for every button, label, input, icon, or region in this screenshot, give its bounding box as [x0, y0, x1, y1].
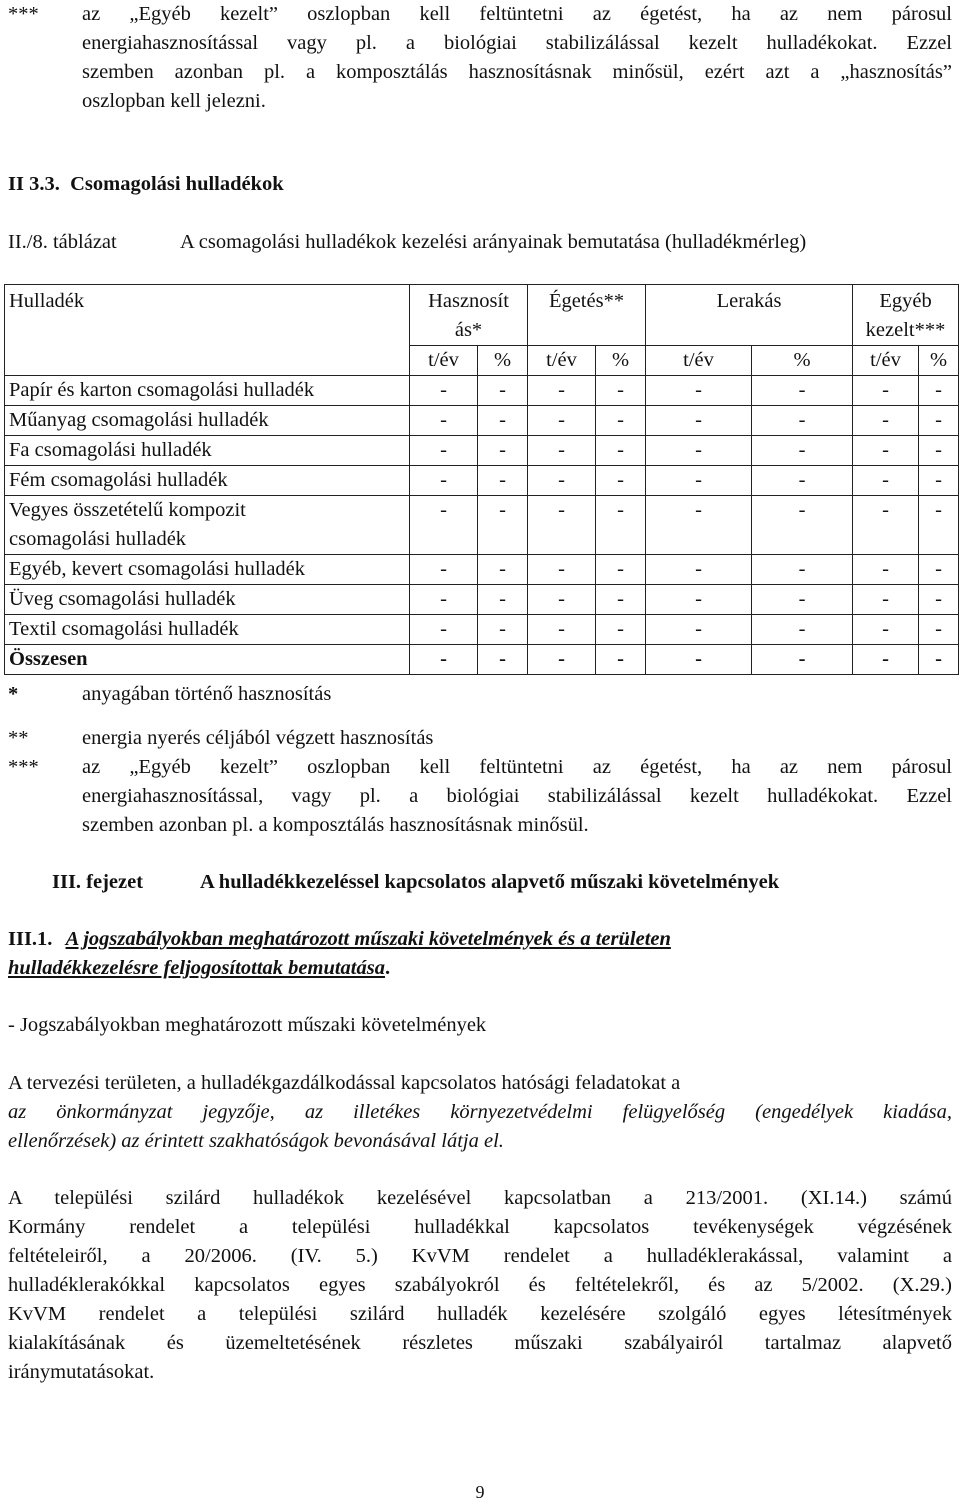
cell: -	[596, 615, 646, 645]
paragraph-italic-line: ellenőrzések) az érintett szakhatóságok bevonásával látja el.	[8, 1130, 504, 1152]
cell: -	[410, 496, 478, 555]
table-row	[5, 466, 959, 496]
cell: -	[853, 555, 919, 585]
cell: -	[410, 406, 478, 436]
table-row	[5, 376, 959, 406]
header-other-l2: kezelt***	[865, 319, 946, 341]
cell: -	[752, 466, 853, 496]
footnote-mark: **	[8, 727, 29, 749]
paragraph-line: kialakításának és üzemeltetésének részletes műszaki szabályairól tartalmaz alapvető	[8, 1332, 952, 1354]
header-recovery-l2: ás*	[454, 319, 483, 341]
row-name-l2: csomagolási hulladék	[9, 528, 187, 550]
table-total-row	[5, 645, 959, 675]
row-name: Műanyag csomagolási hulladék	[5, 406, 410, 436]
cell: -	[528, 615, 596, 645]
table-row	[5, 555, 959, 585]
cell: -	[410, 376, 478, 406]
cell: -	[596, 406, 646, 436]
cell: -	[478, 466, 528, 496]
paragraph-line: Kormány rendelet a települési hulladékkal kapcsolatos tevékenységek végzésének	[8, 1216, 952, 1238]
cell: -	[752, 496, 853, 555]
top-note	[82, 0, 952, 116]
page-number: 9	[475, 1482, 485, 1502]
table-row	[5, 585, 959, 615]
cell: -	[528, 406, 596, 436]
cell: -	[596, 466, 646, 496]
unit-cell: t/év	[853, 346, 919, 376]
table-caption-title: A csomagolási hulladékok kezelési arányainak bemutatása (hulladékmérleg)	[180, 231, 807, 253]
cell: -	[853, 406, 919, 436]
cell: -	[853, 585, 919, 615]
dash-line: - Jogszabályokban meghatározott műszaki követelmények	[8, 1014, 487, 1036]
cell: -	[528, 436, 596, 466]
paragraph-italic-line: az önkormányzat jegyzője, az illetékes környezetvédelmi felügyelőség (engedélyek kiadása,	[8, 1101, 952, 1123]
total-label: Összesen	[5, 645, 410, 675]
cell: -	[919, 406, 959, 436]
total-cell: -	[752, 645, 853, 675]
paragraph-line: feltételeiről, a 20/2006. (IV. 5.) KvVM rendelet a hulladéklerakással, valamint a	[8, 1245, 952, 1267]
table-row	[5, 615, 959, 645]
row-name-l1: Vegyes összetételű kompozit	[9, 499, 246, 521]
row-name: Fém csomagolási hulladék	[5, 466, 410, 496]
row-name	[5, 496, 410, 555]
cell: -	[853, 376, 919, 406]
cell: -	[646, 585, 752, 615]
paragraph-line: iránymutatásokat.	[8, 1361, 155, 1383]
subsection-heading: III.1. A jogszabályokban meghatározott műszaki követelmények és a területen hulladékkezelésre feljogosítottak bemutatása.	[8, 928, 671, 979]
cell: -	[528, 466, 596, 496]
cell: -	[646, 406, 752, 436]
paragraph-authorities	[8, 1069, 952, 1156]
unit-cell: t/év	[646, 346, 752, 376]
cell: -	[646, 555, 752, 585]
cell: -	[919, 436, 959, 466]
table-caption-label: II./8. táblázat	[8, 231, 117, 253]
top-note-line: szemben azonban pl. a komposztálás hasznosításnak minősül, ezért azt a „hasznosítás”	[82, 61, 952, 83]
footnote-mark: *	[8, 683, 19, 705]
cell: -	[919, 555, 959, 585]
chapter-label: III. fejezet	[52, 871, 144, 893]
top-note-mark: ***	[8, 3, 39, 25]
paragraph-line: A tervezési területen, a hulladékgazdálkodással kapcsolatos hatósági feladatokat a	[8, 1072, 681, 1094]
unit-cell: %	[596, 346, 646, 376]
row-name: Üveg csomagolási hulladék	[5, 585, 410, 615]
header-other	[853, 285, 959, 346]
total-cell: -	[410, 645, 478, 675]
table-row	[5, 436, 959, 466]
cell: -	[528, 555, 596, 585]
cell: -	[410, 555, 478, 585]
paragraph-line: A települési szilárd hulladékok kezelésével kapcsolatban a 213/2001. (XI.14.) számú	[8, 1187, 952, 1209]
cell: -	[752, 376, 853, 406]
header-incineration: Égetés**	[528, 285, 646, 346]
unit-cell: t/év	[410, 346, 478, 376]
cell: -	[646, 496, 752, 555]
cell: -	[752, 615, 853, 645]
cell: -	[853, 466, 919, 496]
total-cell: -	[646, 645, 752, 675]
cell: -	[478, 496, 528, 555]
cell: -	[919, 376, 959, 406]
cell: -	[752, 436, 853, 466]
cell: -	[919, 466, 959, 496]
table-row	[5, 406, 959, 436]
cell: -	[919, 496, 959, 555]
subsection-title-l2: hulladékkezelésre feljogosítottak bemutatása	[8, 957, 385, 979]
total-cell: -	[596, 645, 646, 675]
section-heading: II 3.3. Csomagolási hulladékok	[8, 173, 284, 195]
waste-balance-table	[4, 284, 959, 675]
subsection-number: III.1.	[8, 928, 53, 950]
header-other-l1: Egyéb	[879, 290, 932, 312]
footnote-mark: ***	[8, 756, 39, 778]
cell: -	[410, 585, 478, 615]
cell: -	[528, 376, 596, 406]
unit-cell: t/év	[528, 346, 596, 376]
cell: -	[646, 376, 752, 406]
total-cell: -	[478, 645, 528, 675]
cell: -	[596, 376, 646, 406]
cell: -	[528, 585, 596, 615]
row-name: Egyéb, kevert csomagolási hulladék	[5, 555, 410, 585]
row-name: Papír és karton csomagolási hulladék	[5, 376, 410, 406]
cell: -	[596, 555, 646, 585]
total-cell: -	[528, 645, 596, 675]
cell: -	[853, 436, 919, 466]
top-note-line: az „Egyéb kezelt” oszlopban kell feltüntetni az égetést, ha az nem párosul	[82, 3, 952, 25]
row-name: Fa csomagolási hulladék	[5, 436, 410, 466]
cell: -	[478, 615, 528, 645]
cell: -	[410, 466, 478, 496]
cell: -	[919, 585, 959, 615]
subsection-title-l1: A jogszabályokban meghatározott műszaki követelmények és a területen	[65, 928, 671, 950]
cell: -	[410, 436, 478, 466]
paragraph-line: KvVM rendelet a települési szilárd hulladék kezelésére szolgáló egyes létesítmények	[8, 1303, 952, 1325]
chapter-title: A hulladékkezeléssel kapcsolatos alapvető műszaki követelmények	[200, 871, 780, 893]
cell: -	[853, 615, 919, 645]
total-cell: -	[919, 645, 959, 675]
footnote-line: energiahasznosítással, vagy pl. a biológiai stabilizálással kezelt hulladékokat. Ezzel	[82, 785, 952, 807]
cell: -	[646, 466, 752, 496]
cell: -	[853, 496, 919, 555]
row-name: Textil csomagolási hulladék	[5, 615, 410, 645]
cell: -	[596, 585, 646, 615]
footnote-text: energia nyerés céljából végzett hasznosítás	[82, 727, 434, 749]
header-landfill: Lerakás	[646, 285, 853, 346]
cell: -	[752, 406, 853, 436]
cell: -	[478, 436, 528, 466]
cell: -	[752, 555, 853, 585]
cell: -	[478, 585, 528, 615]
cell: -	[478, 376, 528, 406]
unit-cell: %	[752, 346, 853, 376]
footnote-line: az „Egyéb kezelt” oszlopban kell feltüntetni az égetést, ha az nem párosul	[82, 756, 952, 778]
cell: -	[646, 436, 752, 466]
cell: -	[919, 615, 959, 645]
header-recovery-l1: Hasznosít	[428, 290, 509, 312]
cell: -	[528, 496, 596, 555]
cell: -	[596, 436, 646, 466]
cell: -	[478, 555, 528, 585]
total-cell: -	[853, 645, 919, 675]
header-recovery	[410, 285, 528, 346]
cell: -	[410, 615, 478, 645]
cell: -	[752, 585, 853, 615]
unit-cell: %	[478, 346, 528, 376]
table-row	[5, 496, 959, 555]
footnote-line: szemben azonban pl. a komposztálás hasznosításnak minősül.	[82, 814, 589, 836]
header-waste: Hulladék	[5, 285, 410, 376]
paragraph-line: hulladéklerakókkal kapcsolatos egyes szabályokról és feltételekről, és az 5/2002. (X.29.)	[8, 1274, 952, 1296]
footnote-text	[82, 753, 952, 840]
cell: -	[596, 496, 646, 555]
cell: -	[478, 406, 528, 436]
cell: -	[646, 615, 752, 645]
footnote-text: anyagában történő hasznosítás	[82, 683, 332, 705]
unit-cell: %	[919, 346, 959, 376]
top-note-line: oszlopban kell jelezni.	[82, 90, 266, 112]
top-note-line: energiahasznosítással vagy pl. a biológiai stabilizálással kezelt hulladékokat. Ezzel	[82, 32, 952, 54]
paragraph-regulations	[8, 1184, 952, 1387]
